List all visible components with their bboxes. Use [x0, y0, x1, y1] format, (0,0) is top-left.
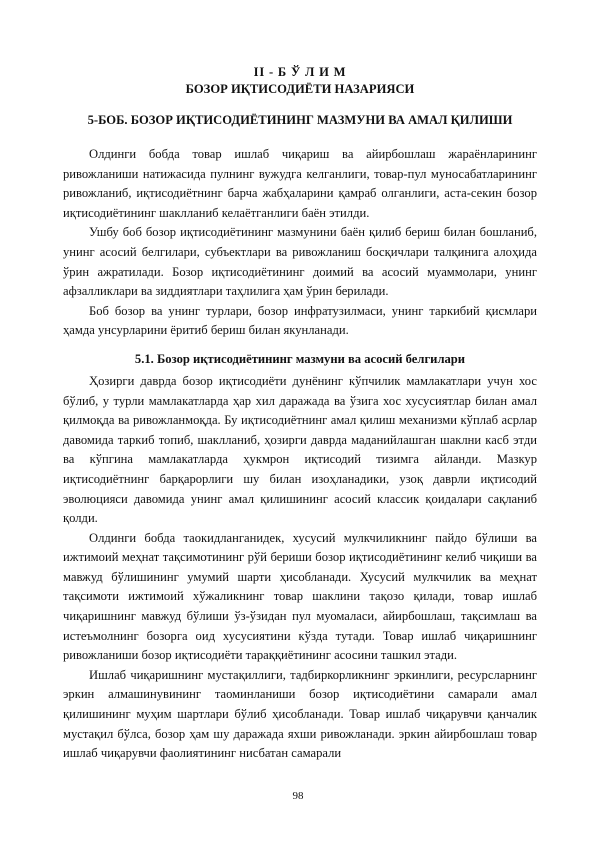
page-content: [63, 64, 537, 764]
paragraph: Ишлаб чиқаришнинг мустақиллиги, тадбиркорликнинг эркинлиги, ресурсларнинг эркин алмашинувининг таоминланиши бозор иқтисодиётини самарали амал қилишининг муҳим шартлари бўлиб ҳисобланади. Товар ишлаб чиқарувчи қанчалик мустақил бўлса, бозор ҳам шу даражада яхши ривожланади. эркин айирбошлаш товар ишлаб чиқарувчи фаолиятининг нисбатан самарали: [63, 667, 537, 761]
paragraph: Олдинги бобда таокидланганидек, хусусий мулкчиликнинг пайдо бўлиши ва ижтимоий меҳнат тақсимотининг рўй бериши бозор иқтисодиётининг келиб чиқиши ва мавжуд бўлишининг умумий шарти ҳисобланади. Хусусий мулкчилик ва меҳнат тақсимоти ижтимоий хўжаликнинг товар шаклини тақозо қилади, товар ишлаб чиқаришнинг мавжуд бўлиши ўз-ўзидан пул муомаласи, айирбошлаш, тақсимлаш ва истеъмолнинг бозорга оид хусусиятини кўзда тутади. Товар ишлаб чиқаришнинг ривожланиши бозор иқтисодиёти тараққиётининг асосини ташкил этади.: [63, 530, 537, 663]
paragraph: Олдинги бобда товар ишлаб чиқариш ва айирбошлаш жараёнларининг ривожланиши натижасида пулнинг вужудга келганлиги, товар-пул муносабатларининг ривожланиб, иқтисодиётнинг барча жабҳаларини қамраб олганлиги, аста-секин бозор иқтисодиётининг шаклланиб келаётганлиги баён этилди.: [63, 147, 537, 220]
chapter-title: 5-БОБ. БОЗОР ИҚТИСОДИЁТИНИНГ МАЗМУНИ ВА АМАЛ ҚИЛИШИ: [87, 113, 513, 127]
paragraph: Ушбу боб бозор иқтисодиётининг мазмунини баён қилиб бериш билан бошланиб, унинг асосий белгилари, субъектлари ва ривожланиш босқичлари талқинига алоҳида ўрин ажратилади. Бозор иқтисодиётининг доимий ва асосий муаммолари, унинг афзалликлари ва зиддиятлари таҳлилига ҳам ўрин берилади.: [63, 225, 537, 299]
page-number: 98: [292, 790, 304, 802]
paragraph: Ҳозирги даврда бозор иқтисодиёти дунёнинг кўпчилик мамлакатлари учун хос бўлиб, у турли мамлакатларда ҳар хил даражада ва ўзига хос хусусиятлар билан амал қилмоқда ва ривожланмоқда. Бу иқтисодиётнинг амал қилиш механизми кўплаб асрлар давомида таркиб топиб, шаклланиб, ҳозирги даврда маданийлашган шаклни касб этди ва кўпгина мамлакатларда ҳукмрон иқтисодий тизимга айланди. Мазкур иқтисодиётнинг барқарорлиги шу билан изоҳланадики, узоқ даврли иқтисодий эволюцияси давомида унинг амал қилишининг асосий классик қоидалари сақланиб қолди.: [63, 373, 537, 526]
part-title: II - Б Ў Л И М: [253, 65, 347, 79]
paragraph: Боб бозор ва унинг турлари, бозор инфратузилмаси, унинг таркибий қисмлари ҳамда унсурларини ёритиб бериш билан якунланади.: [63, 303, 537, 338]
part-subtitle: БОЗОР ИҚТИСОДИЁТИ НАЗАРИЯСИ: [185, 82, 415, 96]
section-title: 5.1. Бозор иқтисодиётининг мазмуни ва асосий белгилари: [134, 351, 466, 366]
